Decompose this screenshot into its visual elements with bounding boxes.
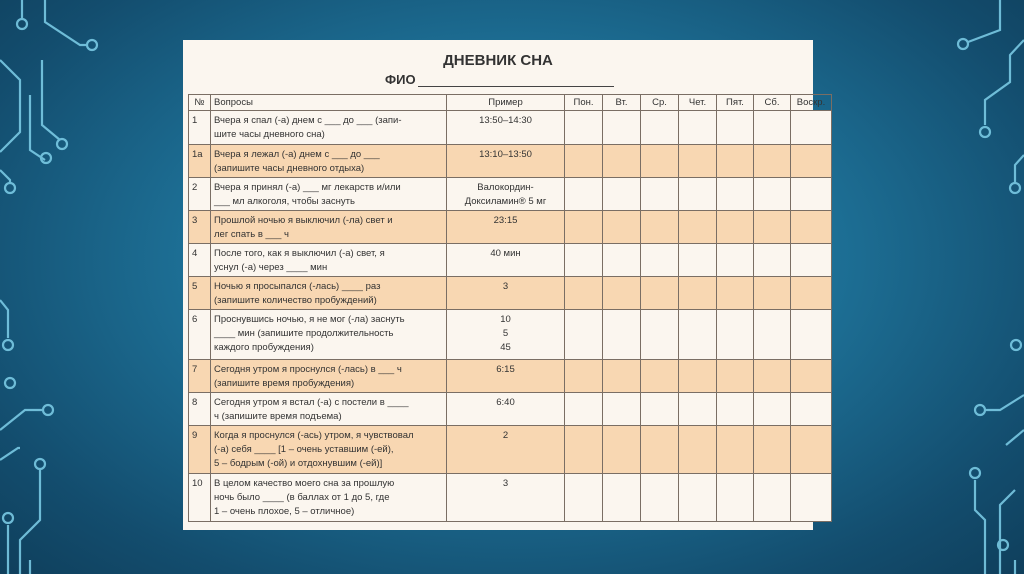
question-cell [211,310,447,360]
question-cell [211,426,447,474]
header-day: Чет. [679,95,717,111]
question-line: (-а) себя ____ [1 – очень уставшим (-ей), [214,444,394,455]
day-entry-cell[interactable] [717,145,754,178]
example-line: 6:40 [496,397,515,408]
row-number: 8 [189,393,211,426]
question-cell [211,178,447,211]
example-line: 13:10–13:50 [479,149,532,160]
header-day: Ср. [641,95,679,111]
example-cell [447,393,565,426]
day-entry-cell[interactable] [754,244,791,277]
day-entry-cell[interactable] [717,360,754,393]
header-example: Пример [447,95,565,111]
day-entry-cell[interactable] [641,426,679,474]
table-row [189,145,832,178]
header-day: Воскр. [791,95,832,111]
diary-title: ДНЕВНИК СНА [443,52,553,69]
question-line: Когда я проснулся (-ась) утром, я чувствовал [214,430,414,441]
day-entry-cell[interactable] [603,211,641,244]
table-row [189,277,832,310]
day-entry-cell[interactable] [603,310,641,360]
example-line: 40 мин [490,248,521,259]
row-number: 10 [189,474,211,522]
day-entry-cell[interactable] [679,244,717,277]
question-cell [211,244,447,277]
day-entry-cell[interactable] [717,393,754,426]
header-day: Сб. [754,95,791,111]
day-entry-cell[interactable] [717,426,754,474]
question-line: Проснувшись ночью, я не мог (-ла) заснуть [214,314,405,325]
day-entry-cell[interactable] [679,211,717,244]
day-entry-cell[interactable] [679,426,717,474]
question-line: Прошлой ночью я выключил (-ла) свет и [214,215,393,226]
day-entry-cell[interactable] [603,360,641,393]
example-cell [447,426,565,474]
day-entry-cell[interactable] [641,111,679,145]
day-entry-cell[interactable] [679,360,717,393]
day-entry-cell[interactable] [603,474,641,522]
question-cell [211,474,447,522]
fio-input-line[interactable] [418,74,614,87]
day-entry-cell[interactable] [565,360,603,393]
row-number: 4 [189,244,211,277]
day-entry-cell[interactable] [754,360,791,393]
day-entry-cell[interactable] [641,211,679,244]
day-entry-cell[interactable] [679,310,717,360]
row-number: 3 [189,211,211,244]
question-line: (запишите часы дневного отдыха) [214,163,365,174]
day-entry-cell[interactable] [754,211,791,244]
example-line: 5 [502,328,509,339]
day-entry-cell[interactable] [717,244,754,277]
example-line: 2 [502,430,509,441]
day-entry-cell[interactable] [641,310,679,360]
row-number: 1 [189,111,211,145]
question-line: Сегодня утром я встал (-а) с постели в ____ [214,397,409,408]
day-entry-cell[interactable] [641,145,679,178]
example-cell [447,145,565,178]
question-line: Сегодня утром я проснулся (-лась) в ___ ч [214,364,402,375]
row-number: 7 [189,360,211,393]
day-entry-cell[interactable] [791,277,832,310]
table-row [189,111,832,145]
day-entry-cell[interactable] [791,474,832,522]
day-entry-cell[interactable] [565,211,603,244]
day-entry-cell[interactable] [641,393,679,426]
question-line: ____ мин (запишите продолжительность [214,328,394,339]
table-row [189,474,832,522]
question-line: ночь было ____ (в баллах от 1 до 5, где [214,492,390,503]
day-entry-cell[interactable] [565,178,603,211]
question-line: Вчера я принял (-а) ___ мг лекарств и/или [214,182,401,193]
day-entry-cell[interactable] [754,310,791,360]
table-row [189,211,832,244]
example-cell [447,211,565,244]
day-entry-cell[interactable] [791,244,832,277]
day-entry-cell[interactable] [717,111,754,145]
fio-label-text: ФИО [385,72,416,87]
header-num: № [189,95,211,111]
example-cell [447,178,565,211]
example-line: 13:50–14:30 [479,115,532,126]
day-entry-cell[interactable] [603,178,641,211]
day-entry-cell[interactable] [565,145,603,178]
question-cell [211,111,447,145]
day-entry-cell[interactable] [603,111,641,145]
question-line: ___ мл алкоголя, чтобы заснуть [214,196,355,207]
table-row [189,310,832,360]
row-number: 9 [189,426,211,474]
example-line: 3 [502,478,509,489]
day-entry-cell[interactable] [791,426,832,474]
question-line: (запишите количество пробуждений) [214,295,377,306]
question-line: Вчера я лежал (-а) днем с ___ до ___ [214,149,380,160]
day-entry-cell[interactable] [565,244,603,277]
day-entry-cell[interactable] [565,474,603,522]
table-header-row [189,95,832,111]
day-entry-cell[interactable] [679,474,717,522]
day-entry-cell[interactable] [754,393,791,426]
row-number: 6 [189,310,211,360]
day-entry-cell[interactable] [791,178,832,211]
day-entry-cell[interactable] [679,178,717,211]
question-cell [211,211,447,244]
question-line: 1 – очень плохое, 5 – отличное) [214,506,355,517]
day-entry-cell[interactable] [791,145,832,178]
day-entry-cell[interactable] [717,178,754,211]
day-entry-cell[interactable] [565,393,603,426]
question-line: (запишите время пробуждения) [214,378,355,389]
table-row [189,360,832,393]
header-day: Вт. [603,95,641,111]
question-cell [211,277,447,310]
day-entry-cell[interactable] [754,145,791,178]
day-entry-cell[interactable] [717,310,754,360]
day-entry-cell[interactable] [679,145,717,178]
day-entry-cell[interactable] [679,111,717,145]
day-entry-cell[interactable] [603,426,641,474]
day-entry-cell[interactable] [754,111,791,145]
question-line: каждого пробуждения) [214,342,314,353]
day-entry-cell[interactable] [641,360,679,393]
example-cell [447,360,565,393]
day-entry-cell[interactable] [717,277,754,310]
day-entry-cell[interactable] [603,393,641,426]
example-cell [447,474,565,522]
day-entry-cell[interactable] [717,211,754,244]
question-line: уснул (-а) через ____ мин [214,262,328,273]
day-entry-cell[interactable] [565,111,603,145]
example-cell [447,244,565,277]
day-entry-cell[interactable] [641,277,679,310]
day-entry-cell[interactable] [603,145,641,178]
header-questions: Вопросы [211,95,447,111]
table-row [189,393,832,426]
day-entry-cell[interactable] [791,310,832,360]
day-entry-cell[interactable] [791,211,832,244]
day-entry-cell[interactable] [603,244,641,277]
day-entry-cell[interactable] [679,393,717,426]
question-cell [211,145,447,178]
example-line: Валокордин- [477,182,534,193]
question-cell [211,360,447,393]
day-entry-cell[interactable] [791,360,832,393]
question-line: В целом качество моего сна за прошлую [214,478,395,489]
question-line: лег спать в ___ ч [214,229,289,240]
day-entry-cell[interactable] [754,474,791,522]
question-line: Вчера я спал (-а) днем с ___ до ___ (запи- [214,115,402,126]
table-row [189,426,832,474]
day-entry-cell[interactable] [679,277,717,310]
table-row [189,178,832,211]
example-line: 45 [500,342,511,353]
fio-label [385,72,614,87]
question-cell [211,393,447,426]
example-line: Доксиламин® 5 мг [464,196,547,207]
row-number: 2 [189,178,211,211]
example-cell [447,111,565,145]
day-entry-cell[interactable] [565,426,603,474]
day-entry-cell[interactable] [791,111,832,145]
question-line: ч (запишите время подъема) [214,411,342,422]
day-entry-cell[interactable] [791,393,832,426]
row-number: 5 [189,277,211,310]
day-entry-cell[interactable] [565,310,603,360]
question-line: Ночью я просыпался (-лась) ____ раз [214,281,381,292]
example-line: 3 [502,281,509,292]
day-entry-cell[interactable] [641,178,679,211]
example-cell [447,277,565,310]
example-line: 6:15 [496,364,515,375]
day-entry-cell[interactable] [603,277,641,310]
sleep-diary-sheet [183,40,826,530]
header-day: Пон. [565,95,603,111]
example-cell [447,310,565,360]
day-entry-cell[interactable] [641,474,679,522]
question-line: шите часы дневного сна) [214,129,325,140]
day-entry-cell[interactable] [754,178,791,211]
day-entry-cell[interactable] [717,474,754,522]
example-line: 10 [500,314,511,325]
day-entry-cell[interactable] [754,426,791,474]
day-entry-cell[interactable] [641,244,679,277]
question-line: После того, как я выключил (-а) свет, я [214,248,385,259]
question-line: 5 – бодрым (-ой) и отдохнувшим (-ей)] [214,458,383,469]
header-day: Пят. [717,95,754,111]
row-number: 1а [189,145,211,178]
day-entry-cell[interactable] [565,277,603,310]
table-row [189,244,832,277]
day-entry-cell[interactable] [754,277,791,310]
example-line: 23:15 [493,215,518,226]
sleep-diary-table [188,94,832,522]
